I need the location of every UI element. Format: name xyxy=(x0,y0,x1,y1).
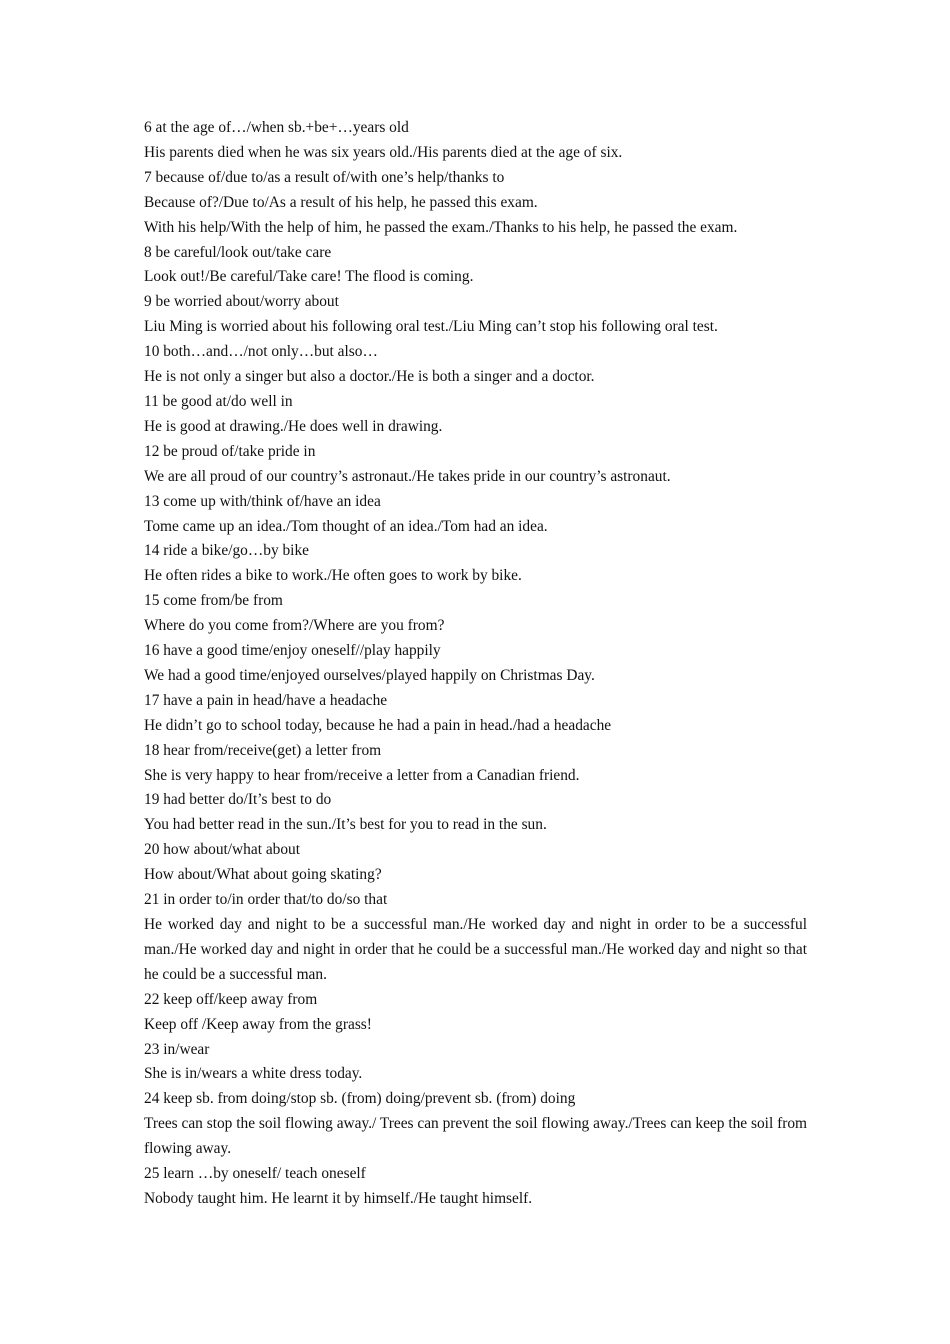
example-sentence: He is good at drawing./He does well in drawing. xyxy=(144,417,443,435)
example-sentence: He is not only a singer but also a doctor./He is both a singer and a doctor. xyxy=(144,368,595,386)
phrase-heading: 18 hear from/receive(get) a letter from xyxy=(144,741,382,759)
example-sentence: How about/What about going skating? xyxy=(144,866,382,884)
phrase-heading: 9 be worried about/worry about xyxy=(144,293,339,311)
phrase-heading: 22 keep off/keep away from xyxy=(144,990,318,1008)
example-sentence: Keep off /Keep away from the grass! xyxy=(144,1015,372,1033)
phrase-heading: 7 because of/due to/as a result of/with one’s help/thanks to xyxy=(144,168,505,186)
example-sentence: We are all proud of our country’s astronaut./He takes pride in our country’s astronaut. xyxy=(144,467,671,485)
example-sentence: Liu Ming is worried about his following oral test./Liu Ming can’t stop his following oral test. xyxy=(144,318,718,336)
phrase-heading: 16 have a good time/enjoy oneself//play happily xyxy=(144,642,441,660)
phrase-heading: 24 keep sb. from doing/stop sb. (from) doing/prevent sb. (from) doing xyxy=(144,1090,576,1108)
phrase-heading: 20 how about/what about xyxy=(144,841,301,859)
example-sentence: Where do you come from?/Where are you from? xyxy=(144,617,445,635)
phrase-heading: 8 be careful/look out/take care xyxy=(144,243,332,261)
example-paragraph: He worked day and night to be a successful man./He worked day and night in order to be a successful man./He worked day and night in order that he could be a successful man./He worked day and night so that he could be a successful man. xyxy=(144,916,807,983)
phrase-heading: 15 come from/be from xyxy=(144,592,283,610)
example-sentence: She is very happy to hear from/receive a letter from a Canadian friend. xyxy=(144,766,580,784)
example-sentence: We had a good time/enjoyed ourselves/played happily on Christmas Day. xyxy=(144,666,595,684)
example-sentence: Because of?/Due to/As a result of his help, he passed this exam. xyxy=(144,193,538,211)
example-sentence: His parents died when he was six years old./His parents died at the age of six. xyxy=(144,143,623,161)
phrase-heading: 14 ride a bike/go…by bike xyxy=(144,542,309,560)
phrase-heading: 13 come up with/think of/have an idea xyxy=(144,492,381,510)
document-body xyxy=(144,116,807,1212)
example-paragraph: Trees can stop the soil flowing away./ Trees can prevent the soil flowing away./Trees can keep the soil from flowing away. xyxy=(144,1115,807,1158)
phrase-heading: 6 at the age of…/when sb.+be+…years old xyxy=(144,119,409,136)
example-sentence: You had better read in the sun./It’s best for you to read in the sun. xyxy=(144,816,547,834)
example-sentence: He didn’t go to school today, because he had a pain in head./had a headache xyxy=(144,716,612,734)
example-sentence: With his help/With the help of him, he passed the exam./Thanks to his help, he passed the exam. xyxy=(144,218,738,236)
phrase-heading: 23 in/wear xyxy=(144,1040,210,1058)
example-sentence: She is in/wears a white dress today. xyxy=(144,1065,363,1083)
example-sentence: Look out!/Be careful/Take care! The flood is coming. xyxy=(144,268,474,286)
phrase-heading: 25 learn …by oneself/ teach oneself xyxy=(144,1165,366,1183)
phrase-heading: 17 have a pain in head/have a headache xyxy=(144,691,388,709)
phrase-heading: 12 be proud of/take pride in xyxy=(144,442,316,460)
phrase-heading: 19 had better do/It’s best to do xyxy=(144,791,332,809)
phrase-heading: 11 be good at/do well in xyxy=(144,392,293,410)
example-sentence: Nobody taught him. He learnt it by himself./He taught himself. xyxy=(144,1189,533,1207)
phrase-heading: 10 both…and…/not only…but also… xyxy=(144,343,378,361)
example-sentence: He often rides a bike to work./He often goes to work by bike. xyxy=(144,567,522,585)
example-sentence: Tome came up an idea./Tom thought of an idea./Tom had an idea. xyxy=(144,517,548,535)
phrase-heading: 21 in order to/in order that/to do/so that xyxy=(144,891,388,909)
